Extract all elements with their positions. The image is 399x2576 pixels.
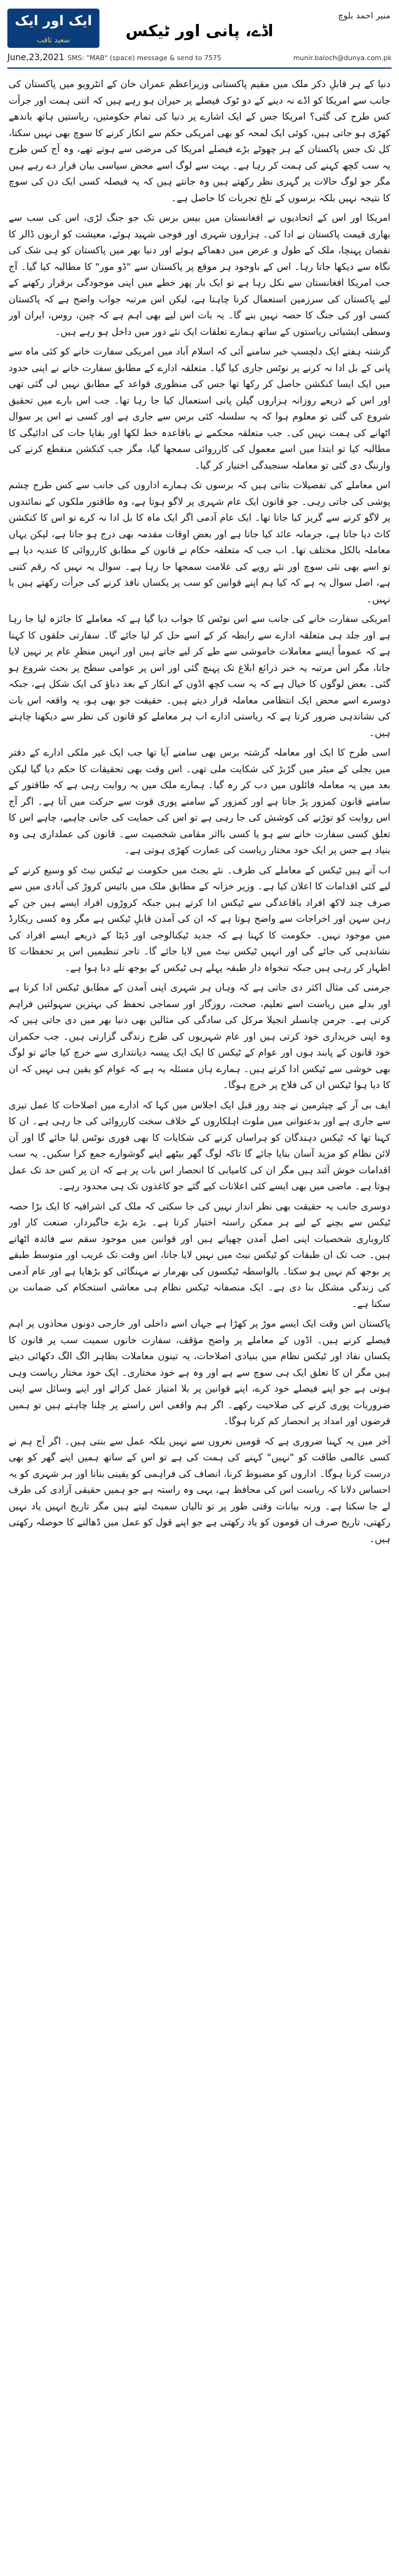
paragraph: دوسری جانب یہ حقیقت بھی نظر انداز نہیں کی جا سکتی کہ ملک کی اشرافیہ کا ایک بڑا حصہ ٹیکس سے بچنے کے لیے ہر ممکن راستہ اختیار کرتا ہے۔ بڑے بڑے جاگیردار، صنعت کار اور کاروباری شخصیات اپنی اصل آمدن چھپاتے ہیں اور قوانین میں موجود سقم سے فائدہ اٹھاتے ہیں۔ جب تک ان طبقات کو ٹیکس نیٹ میں نہیں لایا جاتا، اس وقت تک غریب اور متوسط طبقے پر بوجھ کم نہیں ہو سکتا۔ بالواسطہ ٹیکسوں کی بھرمار نے مہنگائی کو بڑھایا ہے اور عام آدمی کی زندگی مشکل بنا دی ہے۔ ایک منصفانہ ٹیکس نظام ہی معاشی استحکام کی ضمانت بن سکتا ہے۔ [9,1200,390,1309]
logo-title: ایک اور ایک [15,13,92,29]
author-name: منیر احمد بلوچ [338,11,390,21]
logo-subtitle: سعید ثاقب [36,36,71,44]
paragraph: اسی طرح کا ایک اور معاملہ گزشتہ برس بھی سامنے آیا تھا جب ایک غیر ملکی ادارے کے دفتر میں بجلی کے میٹر میں گڑبڑ کی شکایت ملی تھی۔ اس وقت بھی تحقیقات کا حکم دیا گیا لیکن بعد میں یہ معاملہ فائلوں میں دب کر رہ گیا۔ ہمارے ملک میں یہ روایت رہی ہے کہ طاقتور کے سامنے قانون کمزور پڑ جاتا ہے اور کمزور کے سامنے پوری قوت سے حرکت میں آتا ہے۔ اگر آج اس روایت کو توڑنے کی کوشش کی جا رہی ہے تو اس کی حمایت کی جانی چاہیے، چاہے اس کا تعلق کسی سفارت خانے سے ہو یا کسی بااثر مقامی شخصیت سے۔ قانون کی عملداری ہی وہ بنیاد ہے جس پر ایک خود مختار ریاست کی عمارت کھڑی ہوتی ہے۔ [9,747,390,856]
paragraph: اس معاملے کی تفصیلات بتاتی ہیں کہ برسوں تک ہمارے اداروں کی جانب سے کس طرح چشم پوشی کی جاتی رہی۔ جو قانون ایک عام شہری پر لاگو ہوتا ہے، وہ طاقتور ملکوں کے نمائندوں پر لاگو کرنے سے گریز کیا جاتا تھا۔ ایک عام آدمی اگر ایک ماہ کا بل ادا نہ کرے تو اس کا کنکشن کاٹ دیا جاتا ہے، جرمانہ عائد کیا جاتا ہے اور بعض اوقات مقدمہ بھی درج ہو جاتا ہے، لیکن یہاں معاملہ بالکل مختلف تھا۔ اب جب کہ متعلقہ حکام نے قانون کے مطابق کارروائی کا عندیہ دیا ہے تو اسے بھی نئی سوچ اور نئے رویے کی علامت سمجھا جا رہا ہے۔ سوال یہ نہیں کہ رقم کتنی ہے، اصل سوال یہ ہے کہ کیا ہم اپنے قوانین کو سب پر یکساں نافذ کرنے کی جرأت رکھتے ہیں یا نہیں۔ [9,480,390,605]
column-headline: اڈے، پانی اور ٹیکس [125,22,274,40]
paragraph: گزشتہ ہفتے ایک دلچسپ خبر سامنے آئی کہ اسلام آباد میں امریکی سفارت خانے کو کئی ماہ سے پانی کے بل ادا نہ کرنے پر نوٹس جاری کیا گیا۔ متعلقہ ادارے کے مطابق سفارت خانے نے اپنی حدود میں ایک ایسا کنکشن حاصل کر رکھا تھا جس کی منظوری قواعد کے مطابق نہیں لی گئی تھی اور اس کے ذریعے روزانہ ہزاروں گیلن پانی استعمال کیا جا رہا تھا۔ جب اس بارے میں تحقیق شروع کی گئی تو معلوم ہوا کہ یہ سلسلہ کئی برس سے جاری ہے اور کسی نے اس پر سوال اٹھانے کی ہمت نہیں کی۔ جب متعلقہ محکمے نے باقاعدہ خط لکھا اور بقایا جات کی ادائیگی کا مطالبہ کیا تو ابتدا میں اسے معمول کی کارروائی سمجھا گیا، مگر جب کنکشن منقطع کرنے کی وارننگ دی گئی تو معاملہ سنجیدگی اختیار کر گیا۔ [9,346,390,471]
paragraph: پاکستان اس وقت ایک ایسے موڑ پر کھڑا ہے جہاں اسے داخلی اور خارجی دونوں محاذوں پر اہم فیصلے کرنے ہیں۔ اڈوں کے معاملے پر واضح مؤقف، سفارت خانوں سمیت سب پر قانون کا یکساں نفاذ اور ٹیکس نظام میں بنیادی اصلاحات، یہ تینوں معاملات بظاہر الگ الگ دکھائی دیتے ہیں مگر ان کا تعلق ایک ہی سوچ سے ہے اور وہ ہے خود مختاری۔ ایک خود مختار ریاست وہی ہوتی ہے جو اپنے فیصلے خود کرے، اپنے قوانین پر بلا امتیاز عمل کرائے اور اپنے وسائل سے اپنی ضروریات پوری کرنے کی صلاحیت رکھے۔ اگر ہم واقعی اس راستے پر چلنا چاہتے ہیں تو ہمیں قرضوں اور امداد پر انحصار کم کرنا ہوگا۔ [9,1318,390,1427]
paragraph: آخر میں یہ کہنا ضروری ہے کہ قومیں نعروں سے نہیں بلکہ عمل سے بنتی ہیں۔ اگر آج ہم نے کسی عالمی طاقت کو "نہیں" کہنے کی ہمت کی ہے تو اس کے ساتھ ہمیں اپنے گھر کو بھی درست کرنا ہوگا۔ اداروں کو مضبوط کرنا، انصاف کی فراہمی کو یقینی بنانا اور ہر شہری کو یہ احساس دلانا کہ ریاست اس کی محافظ ہے، یہی وہ راستہ ہے جو ہمیں حقیقی آزادی کی طرف لے جا سکتا ہے۔ ورنہ بیانات وقتی طور پر تو تالیاں سمیٹ لیتے ہیں مگر تاریخ انہیں یاد نہیں رکھتی، تاریخ صرف ان قوموں کو یاد رکھتی ہے جو اپنے قول کو عمل میں ڈھالنے کا حوصلہ رکھتی ہیں۔ [9,1435,390,1544]
publish-date: June,23,2021 [7,53,64,63]
paragraph: دنیا کے ہر قابلِ ذکر ملک میں مقیم پاکستانی وزیراعظم عمران خان کے انٹرویو میں پاکستان کی جانب سے امریکا کو اڈے نہ دینے کے دو ٹوک فیصلے پر حیران ہو رہے ہیں کہ اتنی ہمت اور جرأت کس طرح کی گئی؟ امریکا جس کے ایک اشارے پر دنیا کی تمام حکومتیں، ریاستیں ہاتھ باندھے کھڑی ہو جاتی ہیں، کوئی ایک لمحہ کو بھی امریکی حکم سے انکار کرنے کا سوچ بھی نہیں سکتا، کل تک جس پاکستان کے ہر چھوٹے بڑے فیصلے امریکا کی مرضی سے ہوتے تھے، وہ آج کس طرح یہ سب کچھ کہنے کی ہمت کر رہا ہے۔ بہت سے لوگ اسے محض سیاسی بیان قرار دے رہے ہیں مگر جو لوگ حالات پر گہری نظر رکھتے ہیں وہ جانتے ہیں کہ یہ فیصلہ کسی ایک دن کی سوچ کا نتیجہ نہیں بلکہ برسوں کے تلخ تجربات کا حاصل ہے۔ [9,79,390,204]
sms-info: SMS: "MAB" (space) message & send to 7575 [68,54,222,62]
paragraph: امریکا اور اس کے اتحادیوں نے افغانستان میں بیس برس تک جو جنگ لڑی، اس کی سب سے بھاری قیمت پاکستان نے ادا کی۔ ہزاروں شہری اور فوجی شہید ہوئے، معیشت کو اربوں ڈالر کا نقصان پہنچا، ملک کے طول و عرض میں دھماکے ہوئے اور دنیا بھر میں پاکستان کو ہی شک کی نگاہ سے دیکھا جاتا رہا۔ اس کے باوجود ہر موقع پر پاکستان سے "ڈو مور" کا مطالبہ کیا گیا۔ آج جب امریکا افغانستان سے نکل رہا ہے تو ایک بار پھر خطے میں اپنی موجودگی برقرار رکھنے کے لیے پاکستان کی سرزمین استعمال کرنا چاہتا ہے، لیکن اس مرتبہ جواب واضح ہے کہ پاکستان کسی اور کی جنگ کا حصہ نہیں بنے گا۔ یہ بات اس لیے بھی اہم ہے کہ چین، روس، ایران اور وسطی ایشیائی ریاستوں کے ساتھ ہمارے تعلقات ایک نئے دور میں داخل ہو رہے ہیں۔ [9,212,390,337]
column-header [0,0,399,74]
author-email: munir.baloch@dunya.com.pk [293,54,392,62]
paragraph: جرمنی کی مثال اکثر دی جاتی ہے کہ وہاں ہر شہری اپنی آمدن کے مطابق ٹیکس ادا کرتا ہے اور بدلے میں ریاست اسے تعلیم، صحت، روزگار اور سماجی تحفظ کی بہترین سہولتیں فراہم کرتی ہے۔ جرمن چانسلر انجیلا مرکل کی سادگی کی مثالیں بھی دنیا بھر میں دی جاتی ہیں کہ وہ اپنی خریداری خود کرتی ہیں اور عام شہریوں کی طرح زندگی گزارتی ہیں۔ جب حکمران خود قانون کے پابند ہوں اور عوام کے ٹیکس کا ایک ایک پیسہ دیانتداری سے خرچ کیا جائے تو لوگ بھی خوشی سے ٹیکس ادا کرتے ہیں۔ ہمارے ہاں مسئلہ یہ ہے کہ عوام کو یقین ہی نہیں کہ ان کا دیا ہوا ٹیکس ان کی فلاح پر خرچ ہوگا۔ [9,982,390,1091]
header-divider [7,67,392,69]
paragraph: امریکی سفارت خانے کی جانب سے اس نوٹس کا جواب دیا گیا ہے کہ معاملے کا جائزہ لیا جا رہا ہے اور جلد ہی متعلقہ ادارے سے رابطہ کر کے اسے حل کر لیا جائے گا۔ سفارتی حلقوں کا کہنا ہے کہ عموماً ایسے معاملات خاموشی سے طے کر لیے جاتے ہیں اور انہیں منظرِ عام پر نہیں لایا جاتا، مگر اس مرتبہ یہ خبر ذرائع ابلاغ تک پہنچ گئی اور اس پر عوامی سطح پر بحث شروع ہو گئی۔ بعض لوگوں کا خیال ہے کہ یہ سب کچھ اڈوں کے انکار کے بعد دباؤ کی ایک شکل ہے، جبکہ دوسرے اسے محض ایک انتظامی معاملہ قرار دیتے ہیں۔ حقیقت جو بھی ہو، یہ واقعہ اس بات کی نشاندہی ضرور کرتا ہے کہ ریاستی ادارے اب ہر معاملے کو قانون کی نظر سے دیکھنا چاہتے ہیں۔ [9,613,390,738]
paragraph: اب آتے ہیں ٹیکس کے معاملے کی طرف۔ نئے بجٹ میں حکومت نے ٹیکس نیٹ کو وسیع کرنے کے لیے کئی اقدامات کا اعلان کیا ہے۔ وزیر خزانہ کے مطابق ملک میں بائیس کروڑ کی آبادی میں سے صرف چند لاکھ افراد باقاعدگی سے ٹیکس ادا کرتے ہیں جبکہ کروڑوں افراد ایسے ہیں جن کے رہن سہن اور اخراجات سے واضح ہوتا ہے کہ ان کی آمدن قابلِ ٹیکس ہے مگر وہ کسی ریکارڈ میں موجود نہیں۔ حکومت کا کہنا ہے کہ جدید ٹیکنالوجی اور ڈیٹا کے ذریعے ایسے افراد کی نشاندہی کی جائے گی اور انہیں ٹیکس نیٹ میں لایا جائے گا۔ تاجر تنظیمیں اس پر تحفظات کا اظہار کر رہی ہیں جبکہ تنخواہ دار طبقہ پہلے ہی ٹیکس کے بوجھ تلے دبا ہوا ہے۔ [9,864,390,973]
column-body [9,76,390,2570]
paragraph: ایف بی آر کے چیئرمین نے چند روز قبل ایک اجلاس میں کہا کہ ادارے میں اصلاحات کا عمل تیزی سے جاری ہے اور بدعنوانی میں ملوث اہلکاروں کے خلاف سخت کارروائی کی جا رہی ہے۔ ان کا کہنا تھا کہ ٹیکس دہندگان کو ہراساں کرنے کی شکایات کا بھی فوری نوٹس لیا جائے گا اور آن لائن نظام کو مزید آسان بنایا جائے گا تاکہ لوگ گھر بیٹھے اپنے گوشوارے جمع کرا سکیں۔ یہ سب اقدامات خوش آئند ہیں مگر ان کی کامیابی کا انحصار اس بات پر ہے کہ ان پر کس حد تک عمل ہوتا ہے۔ ماضی میں بھی ایسے کئی اعلانات کیے گئے جو کاغذوں تک ہی محدود رہے۔ [9,1099,390,1192]
